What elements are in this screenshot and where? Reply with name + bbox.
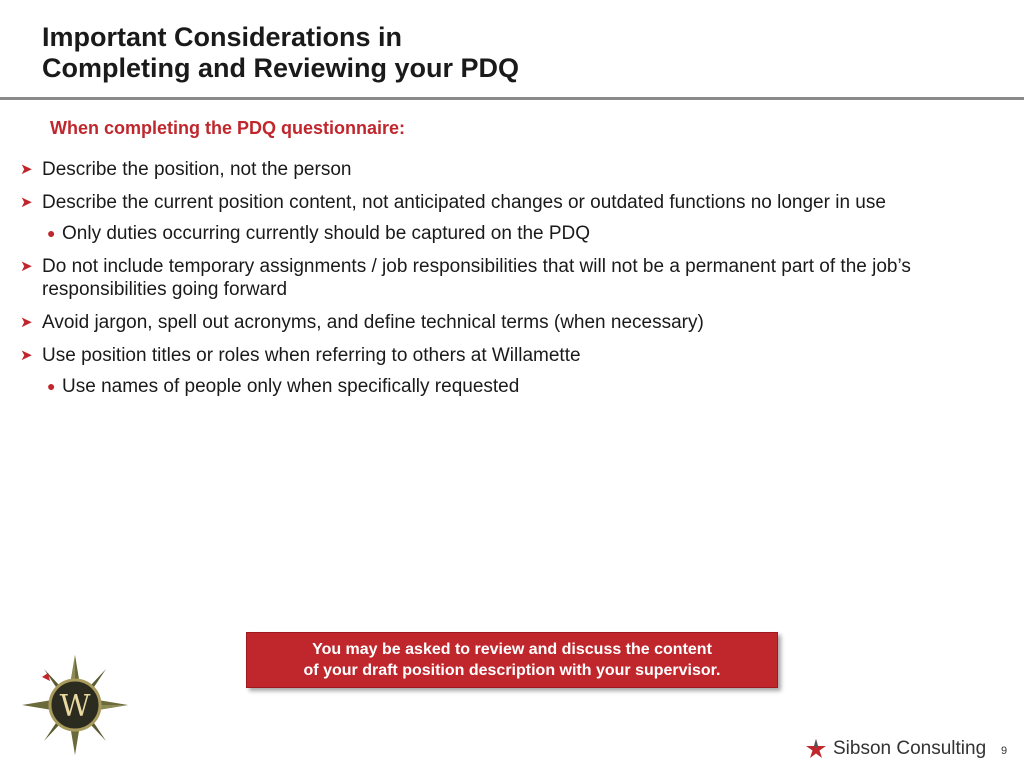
bullet-text: Describe the current position content, not anticipated changes or outdated functions no longer in use bbox=[42, 192, 886, 213]
arrow-bullet-icon: ➤ bbox=[20, 194, 33, 211]
callout-line-1: You may be asked to review and discuss the content bbox=[312, 641, 712, 658]
bullet-item bbox=[20, 255, 1000, 301]
sub-bullet-text: Only duties occurring currently should be captured on the PDQ bbox=[62, 223, 591, 244]
page-number: 9 bbox=[1001, 745, 1008, 757]
brand-footer bbox=[805, 738, 986, 760]
brand-name: Sibson Consulting bbox=[833, 738, 987, 759]
slide-title-line-2: Completing and Reviewing your PDQ bbox=[42, 53, 520, 83]
bullet-item bbox=[20, 344, 1000, 367]
dot-bullet-icon: ● bbox=[47, 378, 56, 394]
bullet-text: Describe the position, not the person bbox=[42, 159, 352, 180]
callout-line-2: of your draft position description with your supervisor. bbox=[303, 662, 721, 679]
bullet-list bbox=[20, 158, 1000, 408]
sub-bullet-item bbox=[20, 375, 1000, 398]
bullet-item bbox=[20, 158, 1000, 181]
arrow-bullet-icon: ➤ bbox=[20, 314, 33, 331]
slide-title bbox=[42, 22, 519, 84]
title-divider bbox=[0, 97, 1024, 100]
willamette-logo bbox=[22, 655, 128, 755]
sibson-star-icon bbox=[805, 738, 827, 760]
arrow-bullet-icon: ➤ bbox=[20, 347, 33, 364]
arrow-bullet-icon: ➤ bbox=[20, 161, 33, 178]
logo-letter: W bbox=[59, 689, 91, 724]
bullet-text: Avoid jargon, spell out acronyms, and define technical terms (when necessary) bbox=[42, 312, 704, 333]
arrow-bullet-icon: ➤ bbox=[20, 258, 33, 275]
callout-box bbox=[246, 632, 778, 688]
sub-bullet-text: Use names of people only when specifically requested bbox=[62, 376, 520, 397]
bullet-item bbox=[20, 191, 1000, 214]
sub-bullet-item bbox=[20, 222, 1000, 245]
dot-bullet-icon: ● bbox=[47, 225, 56, 241]
slide-title-line-1: Important Considerations in bbox=[42, 22, 403, 52]
bullet-item bbox=[20, 311, 1000, 334]
bullet-text: Do not include temporary assignments / job responsibilities that will not be a permanent part of the job’s responsibilities going forward bbox=[42, 256, 911, 300]
bullet-text: Use position titles or roles when referring to others at Willamette bbox=[42, 345, 581, 366]
section-subheading: When completing the PDQ questionnaire: bbox=[50, 118, 406, 138]
